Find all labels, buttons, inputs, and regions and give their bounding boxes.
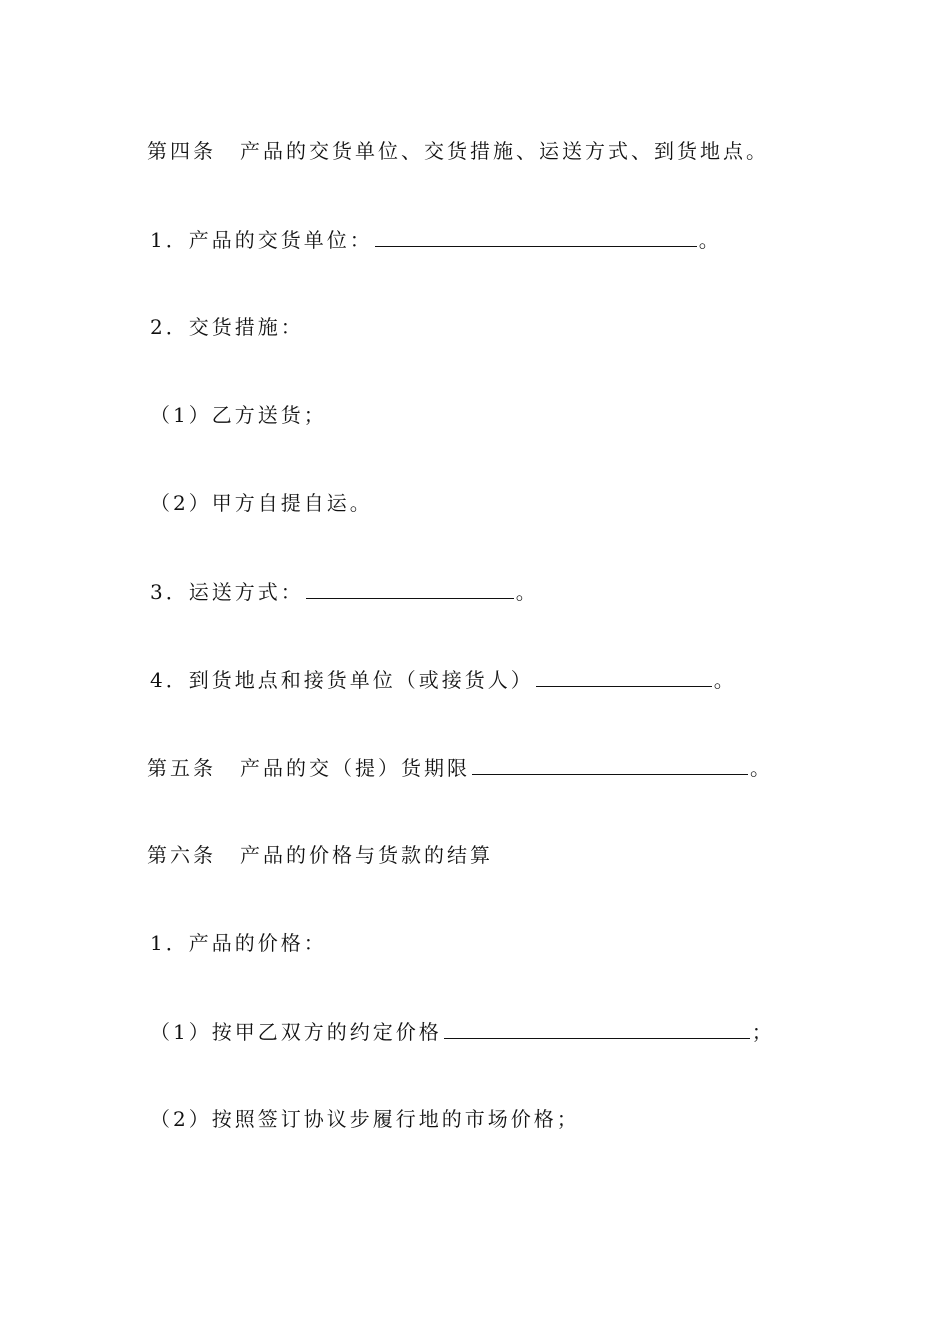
article-4-text: 产品的交货单位、交货措施、运送方式、到货地点。: [240, 139, 769, 163]
item-6-1: [150, 930, 327, 956]
item-6-1-1-label: （1）按甲乙双方的约定价格: [150, 1020, 442, 1044]
item-4-1-label: 1．产品的交货单位：: [150, 228, 373, 252]
delivery-unit-blank[interactable]: [375, 226, 697, 247]
article-5-heading: [147, 754, 773, 781]
article-5-suffix: 。: [750, 756, 773, 780]
item-4-3: [150, 578, 539, 605]
item-4-4-label: 4．到货地点和接货单位（或接货人）: [150, 668, 534, 692]
item-6-1-2: [150, 1106, 580, 1132]
article-6-heading: [147, 842, 493, 868]
item-4-2-label: 2．交货措施：: [150, 315, 304, 339]
item-4-2-2: [150, 490, 373, 516]
transport-method-blank[interactable]: [306, 578, 514, 599]
article-6-number: 第六条: [147, 843, 216, 867]
article-6-text: 产品的价格与货款的结算: [240, 843, 493, 867]
item-4-1: [150, 226, 722, 253]
item-4-2: [150, 314, 304, 340]
article-4-heading: [147, 138, 769, 164]
item-4-1-suffix: 。: [698, 228, 722, 252]
agreed-price-blank[interactable]: [444, 1018, 750, 1039]
item-4-2-1-text: （1）乙方送货；: [150, 403, 327, 427]
article-4-number: 第四条: [147, 139, 216, 163]
article-5-number: 第五条: [147, 756, 216, 780]
item-4-2-1: [150, 402, 327, 428]
delivery-period-blank[interactable]: [472, 754, 748, 775]
article-5-text: 产品的交（提）货期限: [240, 756, 470, 780]
item-6-1-2-text: （2）按照签订协议步履行地的市场价格；: [150, 1107, 580, 1131]
item-4-4-suffix: 。: [713, 668, 737, 692]
item-4-3-suffix: 。: [515, 580, 539, 604]
item-4-2-2-text: （2）甲方自提自运。: [150, 491, 373, 515]
item-4-3-label: 3．运送方式：: [150, 580, 304, 604]
item-6-1-1: [150, 1018, 775, 1045]
destination-blank[interactable]: [536, 666, 712, 687]
item-6-1-label: 1．产品的价格：: [150, 931, 327, 955]
item-6-1-1-suffix: ；: [751, 1020, 775, 1044]
item-4-4: [150, 666, 737, 693]
